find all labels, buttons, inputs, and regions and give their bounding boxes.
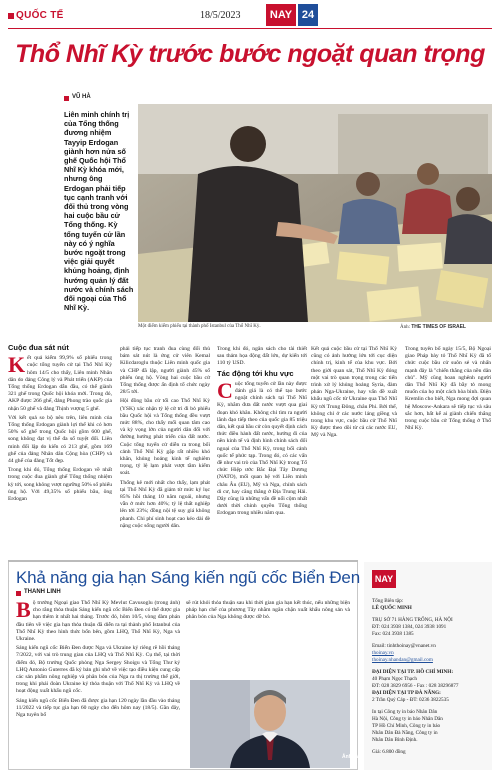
masthead-info xyxy=(372,598,488,756)
masthead-line: Email: tinhthoinay@vnanet.vn xyxy=(372,643,436,649)
masthead-line: Tổng Biên tập: xyxy=(372,598,404,604)
photo-credit xyxy=(400,324,466,330)
issue-date: 18/5/2023 xyxy=(200,10,241,21)
paragraph: sẽ rút khỏi thỏa thuận sau khi thời gian gia hạn kết thúc, nếu những biện pháp hạn chế của phương Tây nhằm ngăn chặn xuất khẩu nông sản và phân bón của Nga không được dỡ bỏ. xyxy=(186,600,350,621)
article2-column-1 xyxy=(16,597,180,721)
masthead-logo: NAY xyxy=(372,570,396,588)
masthead-line: Hà Nội, Công ty in báo Nhân Dân xyxy=(372,716,443,722)
masthead-line: ĐT: 024 3938 1384, 024 3938 1091 xyxy=(372,624,447,630)
article2-headline: Khả năng gia hạn Sáng kiến ngũ cốc Biển Đen xyxy=(16,568,360,587)
masthead-line: In tại Công ty in báo Nhân Dân xyxy=(372,709,438,715)
article-column-2 xyxy=(120,346,210,532)
article2-column-2 xyxy=(186,600,350,624)
masthead-line: TRỤ SỞ 71 HÀNG TRỐNG, HÀ NỘI xyxy=(372,617,453,623)
paragraph: Hội đồng bầu cử tối cao Thổ Nhĩ Kỳ (YSK) xác nhận tỷ lệ cử tri đi bỏ phiếu bầu Quốc hội và Tổng thống đều vượt mức 88%, cho thấy mối quan tâm cao và kỳ vọng lớn của người dân đối với đường hướng phát triển của đất nước. Cuộc tổng tuyển cử diễn ra trong bối cảnh Thổ Nhĩ Kỳ gặp rất nhiều khó khăn, khủng hoảng kinh tế nghiêm trọng, tỷ lệ lạm phát vượt tầm kiểm soát. xyxy=(120,398,210,477)
masthead-line: Nhân Dân Bình Định. xyxy=(372,737,418,743)
section-title: QUỐC TẾ xyxy=(16,10,64,21)
paragraph: phải tiếp tục tranh đua cùng đối thủ bám sát nút là ứng cử viên Kemal Kilicdaroglu thuộc Liên minh quốc gia và CHP đã lập, người giành 45% số phiếu ủng hộ. Vòng hai cuộc bầu cử Tổng thống được ấn định tổ chức ngày 28/5 tới. xyxy=(120,346,210,396)
paragraph: Thống kê mới nhất cho thấy, lạm phát tại Thổ Nhĩ Kỳ đã giảm từ mức kỷ lục 85% hồi tháng 10 năm ngoái, nhưng vẫn ở mức hơn 40%; tỷ lệ thất nghiệp lên tới 23%; đồng nội tệ suy giá không phanh. Chi phí sinh hoạt cao kéo dài đè nặng cuộc sống người dân. xyxy=(120,479,210,529)
paragraph: Sáng kiến ngũ cốc Biển Đen được Nga và Ukraine ký riêng rẽ hồi tháng 7/2022, với vai trò trung gian của LHQ và Thổ Nhĩ Kỳ. Cụ thể, tại thời điểm đó, Bộ trưởng Quốc phòng Nga Sergey Shoigu và Tổng Thư ký LHQ Antonio Guterres đã ký bản ghi nhớ về việc tạo điều kiện cung cấp các sản phẩm nông nghiệp và phân bón của Nga ra thị trường thế giới, trong khi phái đoàn Ukraine ký thỏa thuận với Thổ Nhĩ Kỳ và LHQ về hoạt động xuất khẩu ngũ cốc. xyxy=(16,645,180,695)
masthead-line: LÊ QUỐC MINH xyxy=(372,605,412,611)
dropcap: C xyxy=(217,377,233,403)
masthead-line: Giá: 6.800 đồng xyxy=(372,749,406,755)
paragraph: Trong tuyên bố ngày 15/5, Bộ Ngoại giao Pháp bày tỏ Thổ Nhĩ Kỳ đã tổ chức cuộc bầu cử suôn sẻ và nhấn mạnh đây là "chiến thắng của nền dân chủ". Mỹ cũng hoan nghênh người dân Thổ Nhĩ Kỳ đã bầy tỏ mong muốn của họ một cách hòa bình. Điện Kremlin cho biết, Nga mong đợi quan hệ Moscow-Ankara sẽ tiếp tục và sâu sắc hơn, bất kể ai giành chiến thắng trong cuộc bầu cử Tổng thống ở Thổ Nhĩ Kỳ. xyxy=(405,346,491,432)
masthead-line: TP Hồ Chí Minh, Công ty in báo xyxy=(372,723,441,729)
masthead-line: ĐẠI DIỆN TẠI TP ĐÀ NẴNG: xyxy=(372,690,441,696)
article-column-1 xyxy=(8,342,112,505)
dropcap: B xyxy=(16,597,31,622)
article-column-3 xyxy=(217,346,307,520)
masthead-line: ĐT: 028 3829 6956 - Fax : 028 38296877 xyxy=(372,683,459,689)
masthead-line: 2 Trần Quý Cáp - ĐT: 0236 3822535 xyxy=(372,697,449,703)
masthead-link[interactable]: thoinay.vn xyxy=(372,650,394,656)
subhead-regional-impact: Tác động tới khu vực xyxy=(217,368,294,378)
masthead-line: Nhân Dân Đà Nẵng, Công ty in xyxy=(372,730,438,736)
paragraph: ết quả kiểm 99,9% số phiếu trong cuộc tổng tuyển cử tại Thổ Nhĩ Kỳ hôm 14/5 cho thấy, Liên minh Nhân dân do đảng Công lý và Phát triển (AKP) của Tổng thống Erdogan dẫn đầu, có thể giành 321 ghế trong Quốc hội khóa mới. Trong đó, AKP được 266 ghế, đảng Phong trào quốc gia nhận 50 ghế và đảng Thịnh vượng 5 ghế. xyxy=(8,355,112,412)
minister-photo xyxy=(190,680,350,768)
ballot-counting-photo xyxy=(138,104,492,322)
paragraph: uộc tổng tuyển cử lần này được đánh giá là có thể tạo bước ngoặt chính sách tại Thổ Nhĩ Kỳ, nhằm đưa đất nước vượt qua giai đoạn khó khăn. Không chỉ tìm ra người lãnh đạo tiếp theo của quốc gia 85 triệu dân, kết quả bầu cử còn quyết định cách thức điều hành đất nước, hướng đi của nền kinh tế và định hình chính sách đối ngoại của Thổ Nhĩ Kỳ, trong bối cảnh quốc tế phức tạp. Trong đó, có các vấn đề như vai trò của Thổ Nhĩ Kỳ trong Tổ chức Hiệp ước Bắc Đại Tây Dương (NATO), mối quan hệ với Liên minh châu Âu (EU), Mỹ và Nga, chính sách di cư, hay căng thẳng ở Địa Trung Hải. Dây cũng là những vấn đề nổi cộm nhất dưới thời chính quyền Tổng thống Erdogan trong nhiều năm qua. xyxy=(217,380,307,517)
paragraph: Sáng kiến ngũ cốc Biển Đen đã được gia hạn 120 ngày lần đầu vào tháng 11/2022 và tiếp tục gia hạn 60 ngày cho đến hôm nay (18/5). Gần đây, Nga tuyên bố xyxy=(16,697,180,719)
article-lead: Liên minh chính trị của Tổng thống đương nhiệm Tayyip Erdogan giành hơn nửa số ghế Quốc hội Thổ Nhĩ Kỳ khóa mới, nhưng ông Erdogan phải tiếp tục cạnh tranh với đối thủ trong vòng hai cuộc bầu cử Tổng thống. Kỳ tổng tuyển cử lần này có ý nghĩa bước ngoặt trong việc giải quyết khủng hoảng, định hướng quản lý đất nước và chính sách đối ngoại của Thổ Nhĩ Kỳ. xyxy=(64,110,134,313)
paragraph: Trong khi đó, Tổng thống Erdogan về nhất trong cuộc đua giành ghế Tổng thống nhiệm kỳ tới, song không vượt ngưỡng 50% số phiếu ủng hộ. Với 49,35% số phiếu bầu, ông Erdogan xyxy=(8,467,112,503)
masthead-line: 40 Phạm Ngọc Thạch xyxy=(372,676,417,682)
paragraph: Với kết quả so bộ nêu trên, liên minh của Tổng thống Erdogan giành lợi thế khi có hơn 50% số ghế trong Quốc hội gồm 600 ghế, song không đạt vị thế đa số tuyệt đối. Liên minh đối lập do kiến có 213 ghế, gồm 169 ghế của đảng Nhân dân Cộng hòa (CHP) và 44 ghế của đảng Tốt đẹp. xyxy=(8,414,112,465)
article-column-4 xyxy=(311,346,491,556)
article-headline: Thổ Nhĩ Kỳ trước bước ngoặt quan trọng xyxy=(15,40,485,68)
photo-caption: Một điểm kiểm phiếu tại thành phố Istanbul của Thổ Nhĩ Kỳ. xyxy=(138,324,261,329)
masthead-line: ĐẠI DIỆN TẠI TP. HỒ CHÍ MINH: xyxy=(372,669,454,675)
byline-marker xyxy=(16,591,21,596)
article-byline: VŨ HÀ xyxy=(72,94,91,100)
photo-credit-source: THE TIMES OF ISRAEL xyxy=(411,324,466,330)
paragraph: ộ trưởng Ngoại giao Thổ Nhĩ Kỳ Mevlut Cavusoglu (trong ảnh) cho rằng thỏa thuận Sáng kiến ngũ cốc Biển Đen có thể được gia hạn thêm ít nhất hai tháng. Trước đó, hôm 10/5, vòng đàm phán đầu tiên về việc gia hạn thỏa thuận đã diễn ra tại thành phố Istanbul của Thổ Nhĩ Kỳ theo hình thức bốn bên, gồm LHQ, Thổ Nhĩ Kỳ, Nga và Ukraine. xyxy=(16,600,180,643)
section-marker xyxy=(8,13,14,19)
subhead-close-race: Cuộc đua sát nút xyxy=(8,343,69,352)
masthead-link[interactable]: thoinay.nhandan@gmail.com xyxy=(372,657,433,663)
masthead-line: Fax: 024 3938 1385 xyxy=(372,631,414,637)
byline-marker xyxy=(64,96,69,101)
newspaper-logo: NAY xyxy=(266,4,296,26)
article2-byline: THANH LINH xyxy=(24,589,61,595)
article2-photo-credit: Ảnh: AP xyxy=(342,754,362,760)
paragraph: Kết quả cuộc bầu cử tại Thổ Nhĩ Kỳ cũng có ảnh hưởng lớn tới cục diện chính trị, kinh tế của khu vực. Bởi theo giới quan sát, Thổ Nhĩ Kỳ đóng một vai trò quan trọng trong các tiến trình xử lý khủng hoảng Syria, đàm phán Nga-Ukraine, hay vấn đề xuất khẩu ngũ cốc từ Ukraine qua Thổ Nhĩ Kỳ tới Trung Đông, châu Phi. Bởi thế, không chỉ ở các nước láng giềng và trong khu vực, cuộc bầu cử Thổ Nhĩ Kỳ được theo dõi từ cả các nước EU, Mỹ và Nga. xyxy=(311,346,397,439)
dropcap: K xyxy=(8,352,26,378)
header-divider xyxy=(8,28,492,29)
photo-credit-prefix: Ảnh: xyxy=(400,325,410,330)
paragraph: Trong khi đó, ngân sách cho tài thiết sau thảm họa động đất lớn, dự kiến tới 110 tỷ USD. xyxy=(217,346,307,367)
page-number: 24 xyxy=(298,4,318,26)
